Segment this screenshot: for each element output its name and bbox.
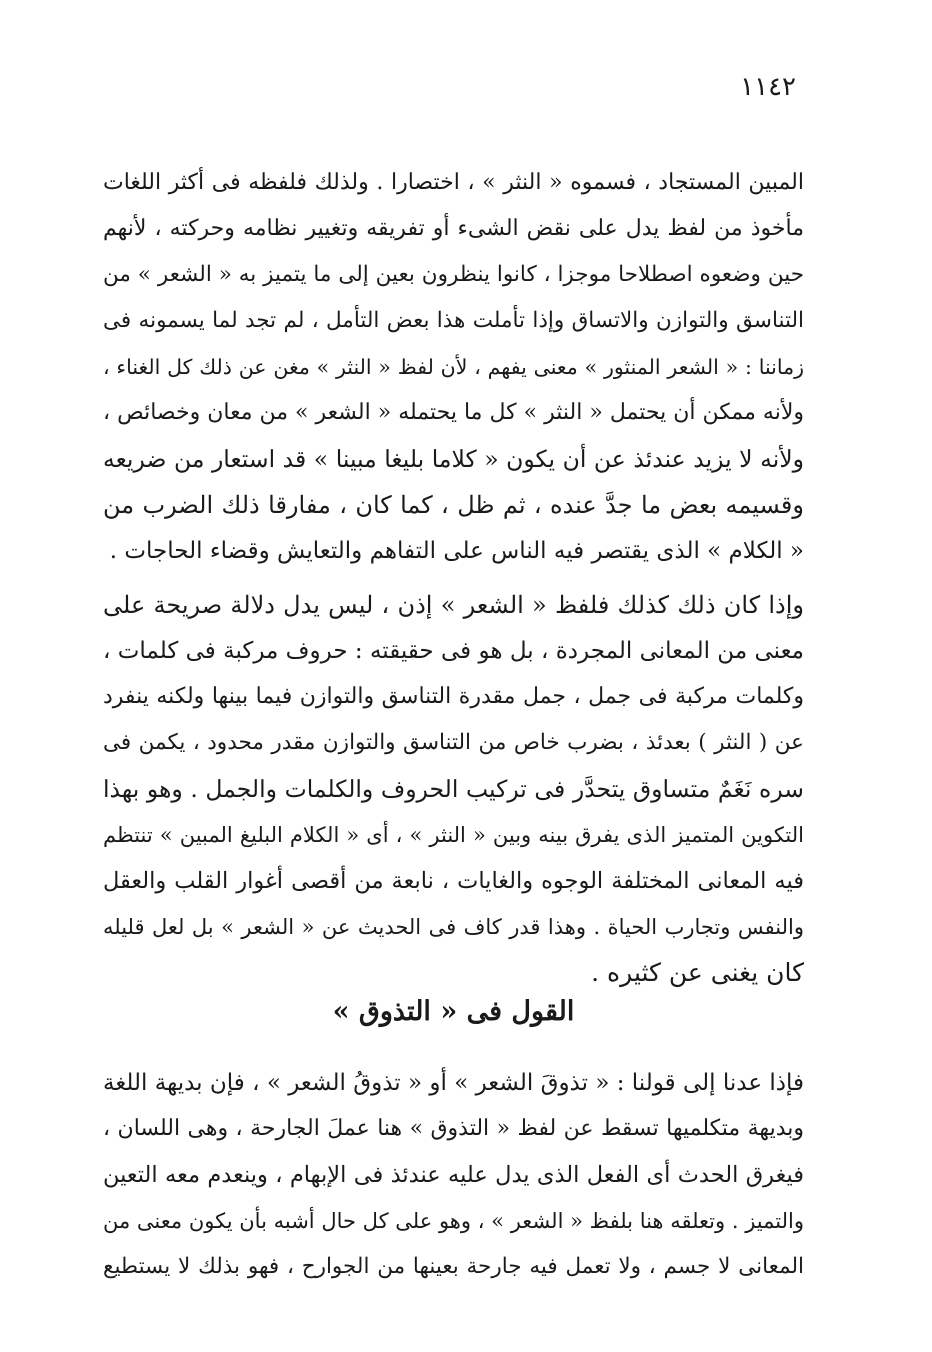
text-line: ولأنه ممكن أن يحتمل « النثر » كل ما يحتمله « الشعر » من معان وخصائص ، — [103, 400, 804, 425]
text-line: عن ( النثر ) بعدئذ ، بضرب خاص من التناسق والتوازن مقدر محدود ، يكمن فى — [103, 730, 804, 755]
text-line: التكوين المتميز الذى يفرق بينه وبين « النثر » ، أى « الكلام البليغ المبين » تنتظم — [103, 823, 804, 847]
text-line: والنفس وتجارب الحياة . وهذا قدر كاف فى الحديث عن « الشعر » بل لعل قليله — [103, 915, 804, 939]
text-line: فيه المعانى المختلفة الوجوه والغايات ، نابعة من أقصى أغوار القلب والعقل — [103, 868, 804, 894]
text-line: حين وضعوه اصطلاحا موجزا ، كانوا ينظرون بعين إلى ما يتميز به « الشعر » من — [103, 262, 804, 287]
text-line: زماننا : « الشعر المنثور » معنى يفهم ، لأن لفظ « النثر » مغن عن ذلك كل الغناء ، — [103, 355, 804, 379]
text-line: وكلمات مركبة فى جمل ، جمل مقدرة التناسق والتوازن فيما بينها ولكنه ينفرد — [103, 684, 804, 709]
text-line: وإذا كان ذلك كذلك فلفظ « الشعر » إذن ، ليس يدل دلالة صريحة على — [103, 591, 804, 619]
text-line: مأخوذ من لفظ يدل على نقض الشىء أو تفريقه وتغيير نظامه وحركته ، لأنهم — [103, 216, 804, 241]
paragraph-3 — [103, 1060, 804, 1290]
text-line: المبين المستجاد ، فسموه « النثر » ، اختصارا . ولذلك فلفظه فى أكثر اللغات — [103, 170, 804, 195]
text-line: « الكلام » الذى يقتصر فيه الناس على التفاهم والتعايش وقضاء الحاجات . — [109, 538, 804, 564]
paragraph-1 — [103, 160, 804, 574]
text-line: والتميز . وتعلقه هنا بلفظ « الشعر » ، وهو على كل حال أشبه بأن يكون معنى من — [103, 1209, 804, 1233]
text-line: التناسق والتوازن والاتساق وإذا تأملت هذا بعض التأمل ، لم تجد لما يسمونه فى — [103, 308, 804, 333]
page-number: ١١٤٢ — [740, 72, 796, 102]
section-heading: القول فى « التذوق » — [332, 996, 575, 1027]
text-line: معنى من المعانى المجردة ، بل هو فى حقيقته : حروف مركبة فى كلمات ، — [103, 638, 804, 664]
text-line: فإذا عدنا إلى قولنا : « تذوقَ الشعر » أو « تذوقُ الشعر » ، فإن بديهة اللغة — [103, 1070, 804, 1096]
text-line: المعانى لا جسم ، ولا تعمل فيه جارحة بعينها من الجوارح ، فهو بذلك لا يستطيع — [103, 1254, 804, 1279]
text-line: سره نَغَمٌ متساوق يتحدَّر فى تركيب الحروف والكلمات والجمل . وهو بهذا — [103, 775, 804, 803]
text-line: وبديهة متكلميها تسقط عن لفظ « التذوق » هنا عملَ الجارحة ، وهى اللسان ، — [103, 1116, 804, 1141]
text-line: كان يغنى عن كثيره . — [591, 958, 804, 987]
text-line: ولأنه لا يزيد عندئذ عن أن يكون « كلاما بليغا مبينا » قد استعار من ضريعه — [103, 445, 804, 473]
text-line: وقسيمه بعض ما جدَّ عنده ، ثم ظل ، كما كان ، مفارقا ذلك الضرب من — [103, 491, 804, 519]
text-line: فيغرق الحدث أى الفعل الذى يدل عليه عندئذ فى الإبهام ، وينعدم معه التعين — [103, 1162, 804, 1188]
paragraph-2 — [103, 582, 804, 996]
